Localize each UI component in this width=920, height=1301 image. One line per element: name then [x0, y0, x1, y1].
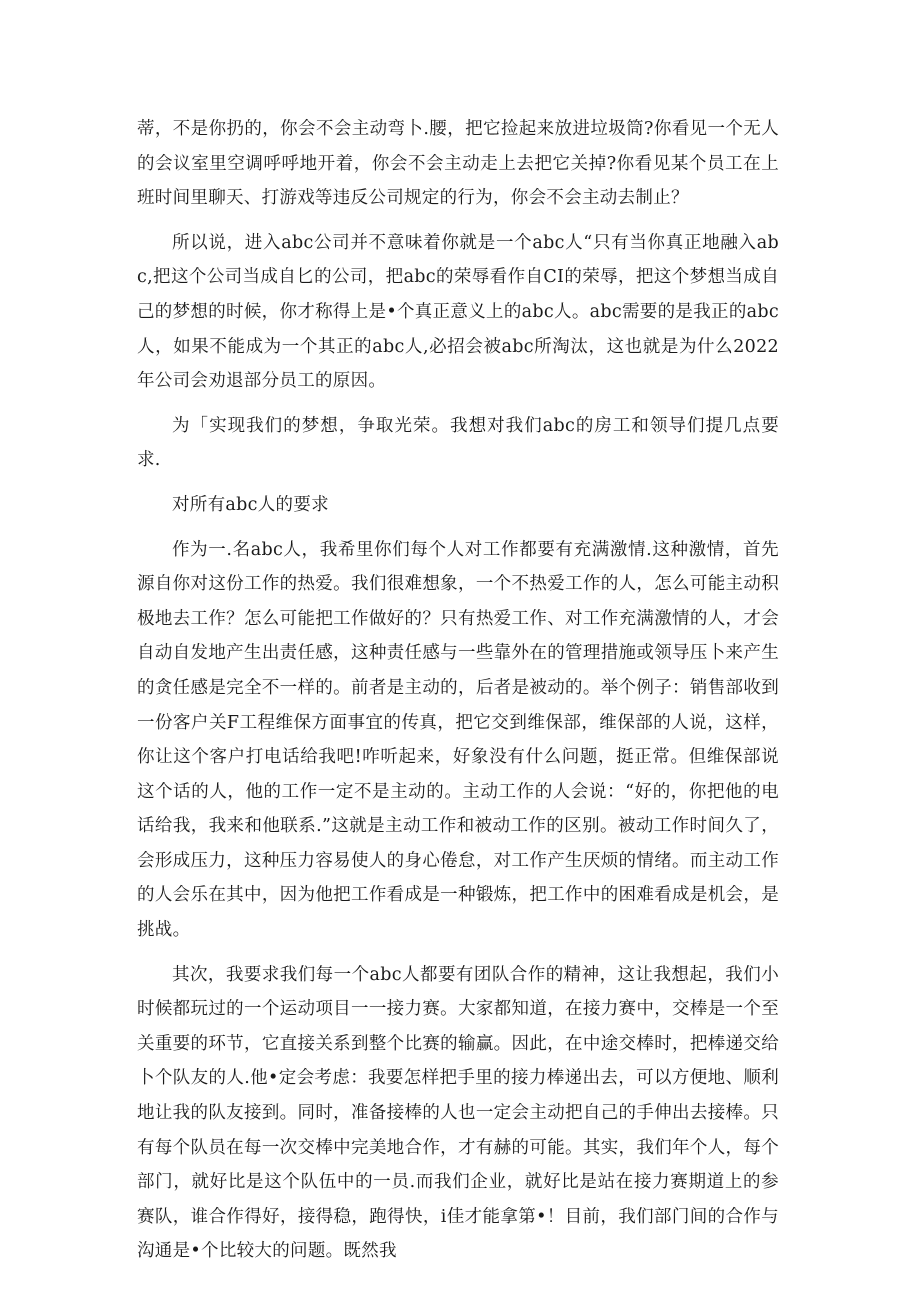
paragraph-passion: 作为一.名abc人，我希里你们每个人对工作都要有充满激情.这种激情，首先源自你对这份工作的热爱。我们很难想象，一个不热爱工作的人，怎么可能主动积极地去工作？怎么可能把工作做好的？只有热爱工作、对工作充满激情的人，才会自动自发地产生出责任感，这种责任感与一些靠外在的管理措施或领导压卜来产生的贪任感是完全不一样的。前者是主动的，后者是被动的。举个例子：销售部收到一份客户关F工程维保方面事宜的传真，把它交到维保部，维保部的人说，这样，你让这个客户打电话给我吧!咋听起来，好象没有什么问题，挺正常。但维保部说这个话的人，他的工作一定不是主动的。主动工作的人会说：“好的，你把他的电话给我，我来和他联系.”这就是主动工作和被动工作的区别。被动工作时间久了，会形成压力，这种压力容易使人的身心倦怠，对工作产生厌烦的情绪。而主动工作的人会乐在其中，因为他把工作看成是一种锻炼，把工作中的困难看成是机会，是挑战。: [137, 539, 779, 941]
section-heading: 对所有abc人的要求: [172, 494, 329, 515]
paragraph-requirements-intro: 为「实现我们的梦想，争取光荣。我想对我们abc的房工和领导们提几点要求.: [137, 415, 779, 471]
paragraph-continuation: 蒂，不是你扔的，你会不会主动弯卜.腰，把它捡起来放进垃圾筒?你看见一个无人的会议室里空调呼呼地开着，你会不会主动走上去把它关掉?你看见某个员工在上班时间里聊天、打游戏等违反公司规定的行为，你会不会主动去制止？: [137, 119, 779, 209]
paragraph-teamwork: 其次，我要求我们每一个abc人都要有团队合作的精神，这让我想起，我们小时候都玩过的一个运动项目一一接力赛。大家都知道，在接力赛中，交棒是一个至关重要的环节，它直接关系到整个比赛的输赢。因此，在中途交棒时，把棒递交给卜个队友的人.他•定会考虑：我要怎样把手里的接力棒递出去，可以方便地、顺利地让我的队友接到。同时，准备接棒的人也一定会主动把自己的手伸出去接棒。只有每个队员在每一次交棒中完美地合作，才有赫的可能。其实，我们年个人，每个部门，就好比是这个队伍中的一员.而我们企业，就好比是站在接力赛期道上的参赛队，谁合作得好，接得稳，跑得快，i佳才能拿第•！目前，我们部门间的合作与沟通是•个比较大的问题。既然我: [137, 964, 779, 1262]
paragraph-abc-identity: 所以说，进入abc公司并不意味着你就是一个abc人“只有当你真正地融入abc,把这个公司当成自匕的公司，把abc的荣辱看作自CI的荣辱，把这个梦想当成自己的梦想的时候，你才称得上是•个真正意义上的abc人。abc需要的是我正的abc人，如果不能成为一个其正的abc人,必招会被abc所淘汰，这也就是为什么2022年公司会劝退部分员工的原因。: [137, 232, 779, 392]
document-body: [137, 112, 779, 1279]
